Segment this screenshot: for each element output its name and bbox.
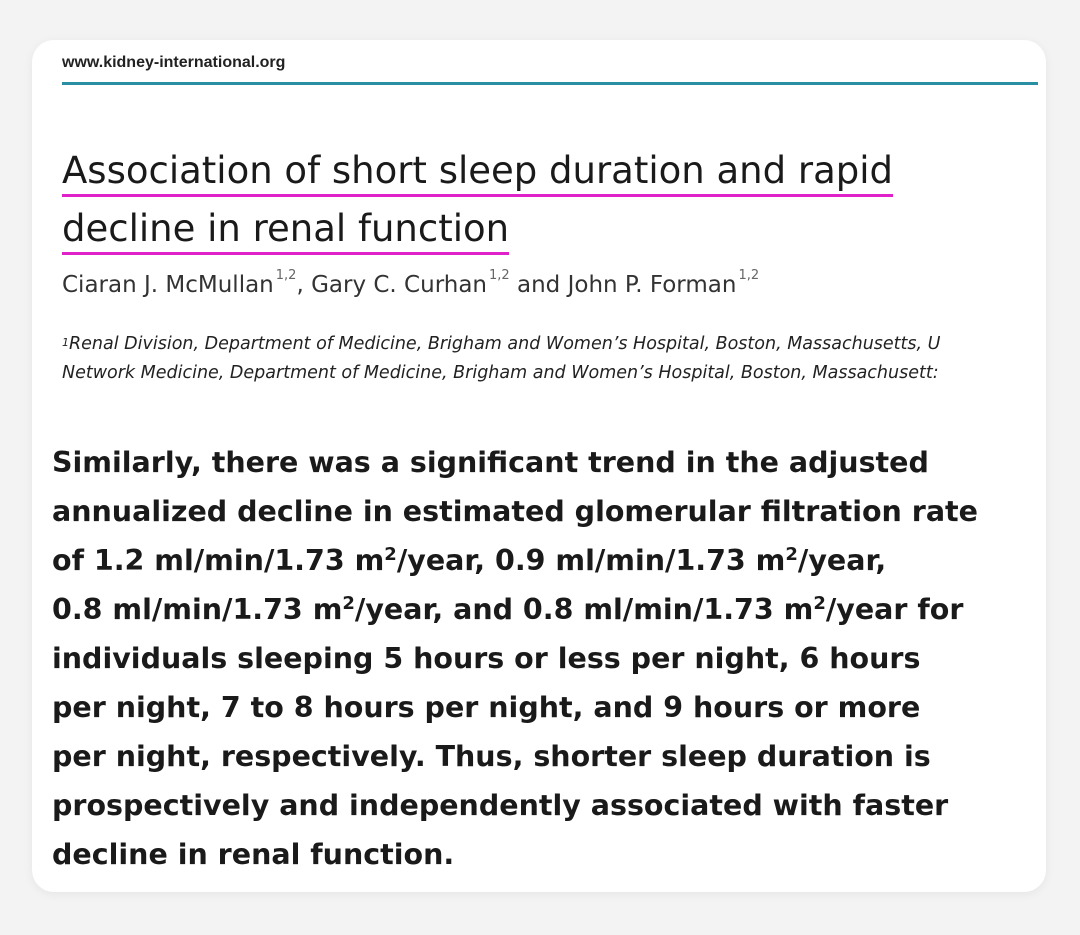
quote-line: /year for <box>825 593 964 626</box>
article-title <box>62 144 1022 260</box>
article-card <box>32 40 1046 892</box>
quote-line: /year, <box>797 544 887 577</box>
title-line-2: decline in renal function <box>62 206 509 255</box>
author-separator: , <box>296 272 312 298</box>
quote-line: per night, respectively. Thus, shorter sleep duration is <box>52 740 931 773</box>
superscript: 2 <box>342 593 355 614</box>
quoted-finding <box>52 438 1042 879</box>
quote-line: prospectively and independently associated with faster <box>52 789 949 822</box>
affiliation-text: Renal Division, Department of Medicine, Brigham and Women’s Hospital, Boston, Massachusetts, U <box>69 334 941 354</box>
author-separator: and <box>509 272 568 298</box>
author-name: Ciaran J. McMullan <box>62 272 274 298</box>
quote-line: individuals sleeping 5 hours or less per night, 6 hours <box>52 642 921 675</box>
superscript: 2 <box>813 593 826 614</box>
quote-line: decline in renal function. <box>52 838 455 871</box>
quote-line: of 1.2 ml/min/1.73 m <box>52 544 385 577</box>
affiliation-marker: 1 <box>62 336 69 349</box>
superscript: 2 <box>384 544 397 565</box>
quote-line: per night, 7 to 8 hours per night, and 9 hours or more <box>52 691 921 724</box>
superscript: 2 <box>785 544 798 565</box>
quote-line: 0.8 ml/min/1.73 m <box>52 593 343 626</box>
quote-line: /year, 0.9 ml/min/1.73 m <box>396 544 786 577</box>
affiliations <box>62 330 1042 388</box>
affiliation-text: Network Medicine, Department of Medicine, Brigham and Women’s Hospital, Boston, Massachusett: <box>62 363 939 383</box>
author-affiliation-marker: 1,2 <box>489 268 510 283</box>
author-name: Gary C. Curhan <box>311 272 487 298</box>
header-rule <box>62 82 1038 85</box>
site-url: www.kidney-international.org <box>62 54 286 71</box>
title-line-1: Association of short sleep duration and rapid <box>62 148 893 197</box>
author-list <box>62 268 760 298</box>
affiliation-line-2 <box>62 359 1042 388</box>
affiliation-line-1 <box>62 330 1042 359</box>
quote-line: annualized decline in estimated glomerular filtration rate <box>52 495 979 528</box>
author-affiliation-marker: 1,2 <box>275 268 297 283</box>
quote-line: Similarly, there was a significant trend in the adjusted <box>52 446 929 479</box>
author-name: John P. Forman <box>567 272 737 298</box>
quote-line: /year, and 0.8 ml/min/1.73 m <box>354 593 814 626</box>
author-affiliation-marker: 1,2 <box>738 268 760 283</box>
